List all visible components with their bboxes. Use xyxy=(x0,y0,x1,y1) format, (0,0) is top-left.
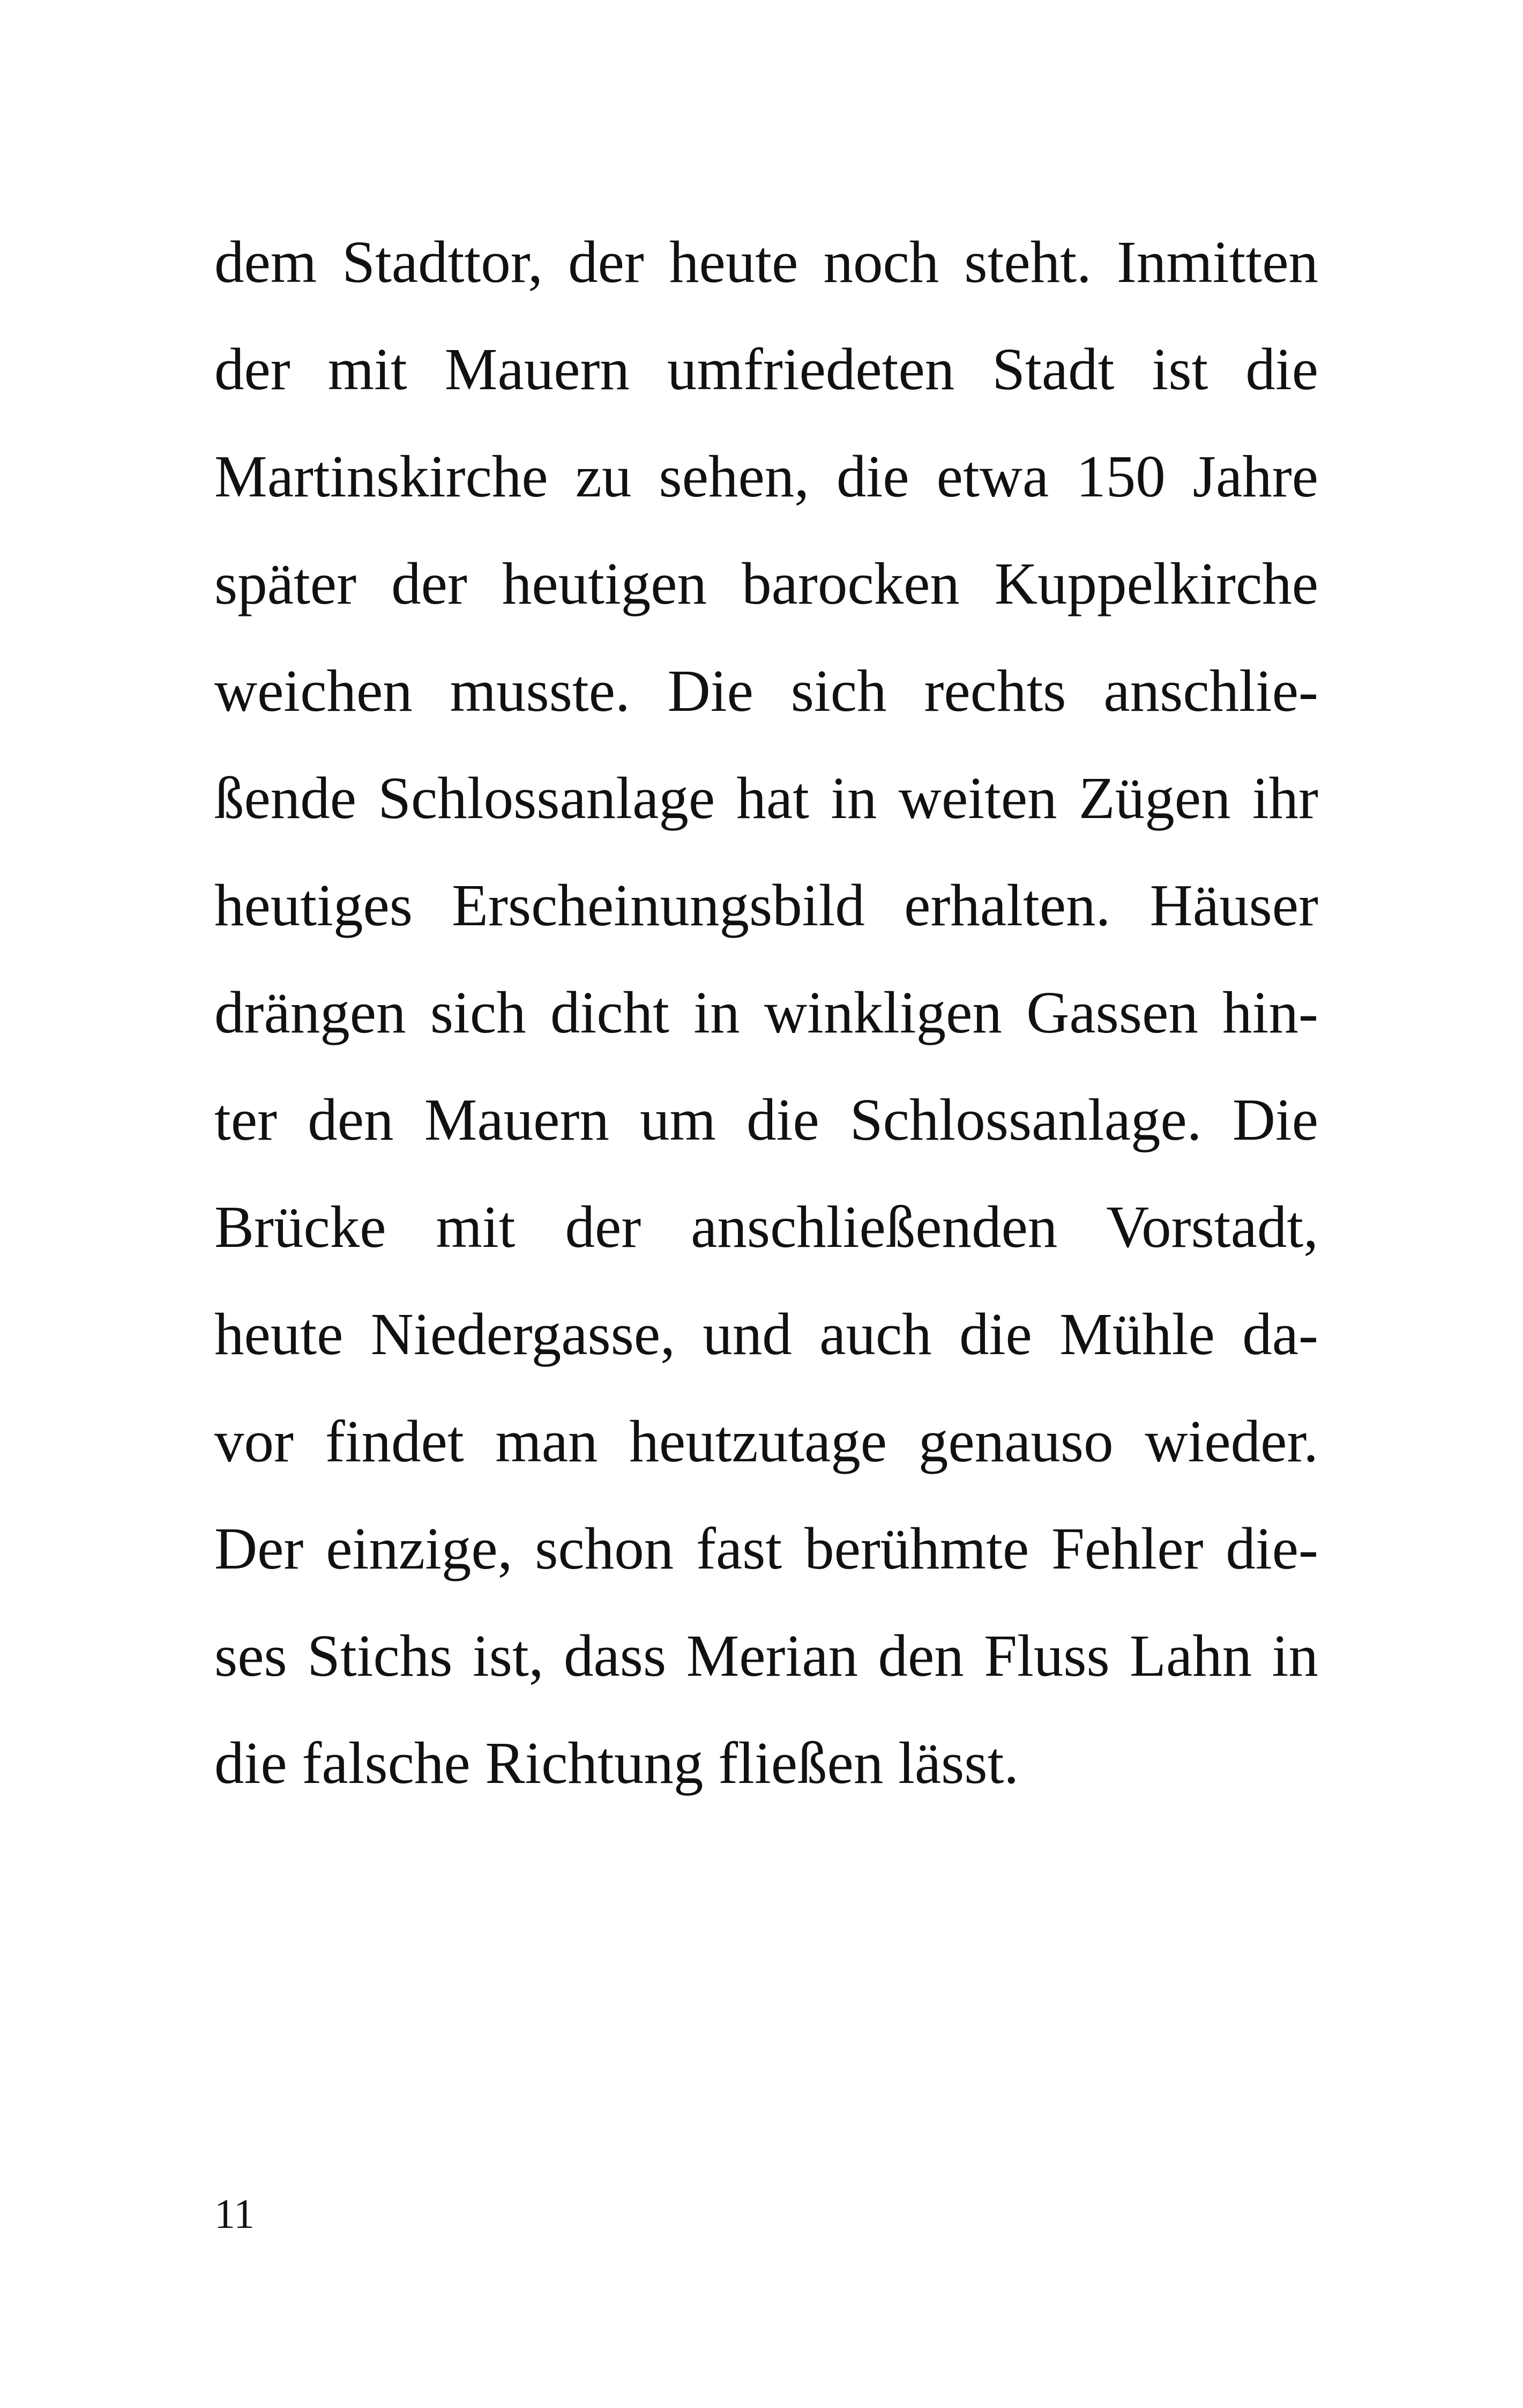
text-line: Der einzige, schon fast berühmte Fehler die- xyxy=(214,1516,1318,1582)
text-line: später der heutigen barocken Kuppelkirche xyxy=(214,551,1318,617)
text-line: ses Stichs ist, dass Merian den Fluss Lahn in xyxy=(214,1623,1318,1689)
text-line: ter den Mauern um die Schlossanlage. Die xyxy=(214,1087,1318,1153)
text-line: ßende Schlossanlage hat in weiten Zügen ihr xyxy=(214,765,1318,831)
text-line: dem Stadttor, der heute noch steht. Inmitten xyxy=(214,229,1318,295)
text-line: Martinskirche zu sehen, die etwa 150 Jahre xyxy=(214,444,1318,510)
text-line: Brücke mit der anschließenden Vorstadt, xyxy=(214,1194,1318,1260)
text-line: vor findet man heutzutage genauso wieder. xyxy=(214,1409,1318,1475)
text-line: die falsche Richtung fließen lässt. xyxy=(214,1730,1019,1796)
text-line: weichen musste. Die sich rechts anschlie- xyxy=(214,658,1318,724)
text-line: heutiges Erscheinungsbild erhalten. Häuser xyxy=(214,873,1318,939)
page-number: 11 xyxy=(214,2190,255,2237)
text-line: der mit Mauern umfriedeten Stadt ist die xyxy=(214,337,1318,403)
text-line: drängen sich dicht in winkligen Gassen hin- xyxy=(214,980,1318,1046)
body-text xyxy=(214,209,1318,1817)
text-line: heute Niedergasse, und auch die Mühle da- xyxy=(214,1302,1318,1367)
